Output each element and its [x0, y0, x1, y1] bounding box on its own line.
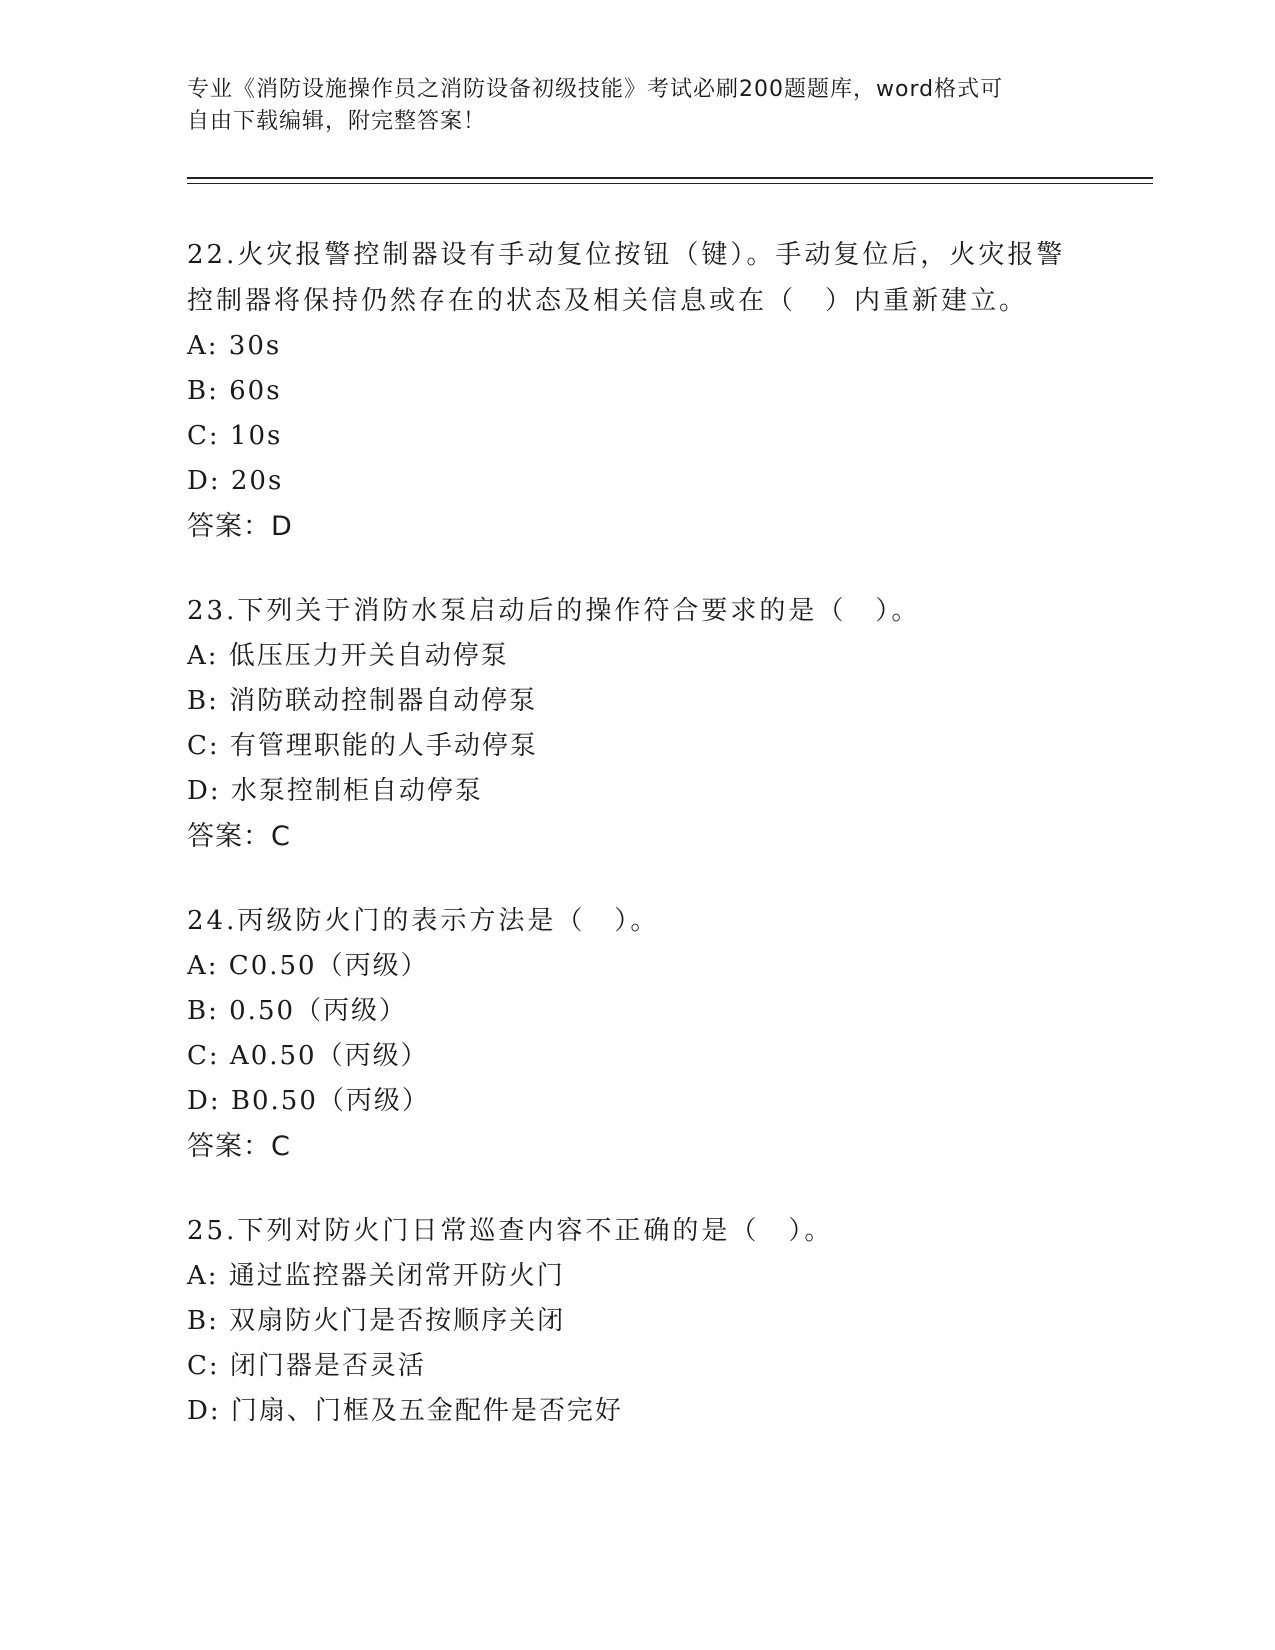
option-d: D: 20s [187, 466, 284, 496]
option-c: C: A0.50（丙级） [187, 1041, 429, 1071]
header-title-line-1: 专业《消防设施操作员之消防设备初级技能》考试必刷200题题库，word格式可 [187, 77, 1004, 102]
question-23 [187, 588, 1087, 860]
option-a: A: 通过监控器关闭常开防火门 [187, 1261, 565, 1291]
option-c: C: 10s [187, 421, 283, 451]
option-a: A: C0.50（丙级） [187, 951, 429, 981]
option-b: B: 双扇防火门是否按顺序关闭 [187, 1306, 566, 1336]
question-stem [187, 1208, 1087, 1254]
question-24 [187, 898, 1087, 1170]
option-d: D: B0.50（丙级） [187, 1086, 430, 1116]
answer-label: 答案：C [187, 1131, 291, 1162]
question-stem [187, 588, 1087, 634]
answer-label: 答案：D [187, 511, 293, 542]
question-stem-line: 23.下列关于消防水泵启动后的操作符合要求的是（ ）。 [187, 596, 921, 626]
question-stem-line: 24.丙级防火门的表示方法是（ ）。 [187, 906, 660, 936]
header-divider [187, 177, 1153, 184]
option-c: C: 有管理职能的人手动停泵 [187, 731, 538, 761]
option-b: B: 60s [187, 376, 282, 406]
option-d: D: 水泵控制柜自动停泵 [187, 776, 483, 806]
option-d: D: 门扇、门框及五金配件是否完好 [187, 1396, 623, 1426]
option-c: C: 闭门器是否灵活 [187, 1351, 426, 1381]
question-stem-line: 22.火灾报警控制器设有手动复位按钮（键）。手动复位后，火灾报警 [187, 240, 1066, 270]
question-stem [187, 898, 1087, 944]
option-a: A: 30s [187, 331, 282, 361]
question-stem-line: 25.下列对防火门日常巡查内容不正确的是（ ）。 [187, 1216, 834, 1246]
question-25 [187, 1208, 1087, 1434]
question-stem [187, 232, 1087, 324]
question-22 [187, 232, 1087, 550]
answer-label: 答案：C [187, 821, 291, 852]
document-header [187, 74, 1067, 138]
header-title-line-2: 自由下载编辑，附完整答案！ [187, 109, 487, 134]
option-b: B: 0.50（丙级） [187, 996, 408, 1026]
option-a: A: 低压压力开关自动停泵 [187, 641, 509, 671]
question-list [187, 232, 1087, 1472]
question-stem-line: 控制器将保持仍然存在的状态及相关信息或在（ ）内重新建立。 [187, 286, 1029, 316]
option-b: B: 消防联动控制器自动停泵 [187, 686, 538, 716]
